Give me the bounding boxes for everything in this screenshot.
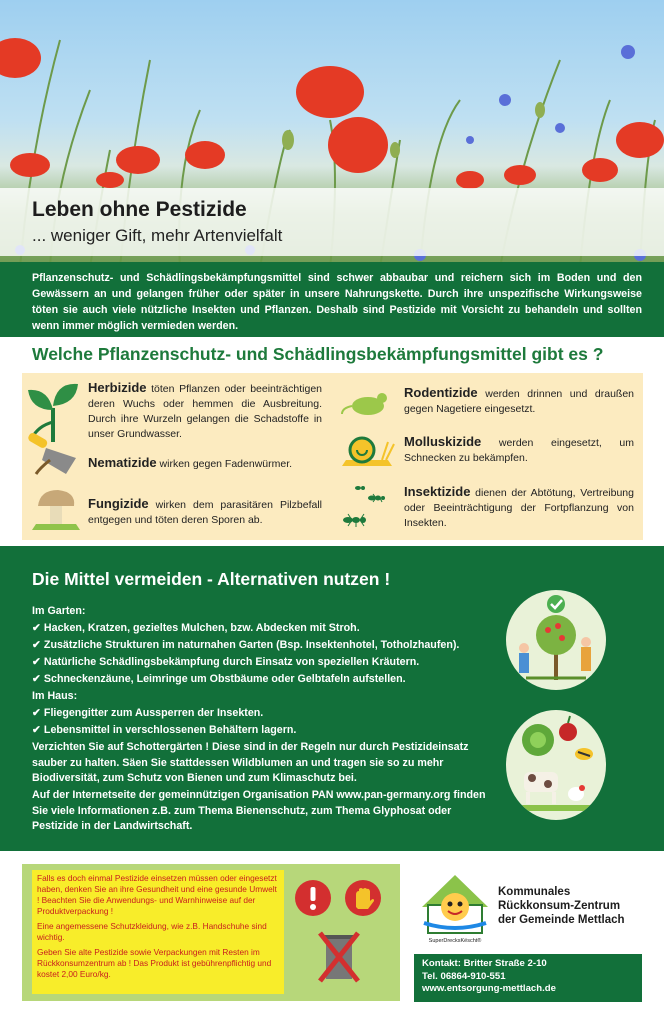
exclamation-icon [294, 879, 332, 917]
contact-box [414, 954, 642, 1002]
contact-website[interactable]: www.entsorgung-mettlach.de [422, 983, 556, 994]
crossed-bin-icon [318, 929, 360, 985]
page-title: Leben ohne Pestizide [32, 198, 247, 221]
garden-label: Im Garten: [32, 605, 86, 617]
contact-address: Kontakt: Britter Straße 2-10 [422, 958, 547, 969]
list-item: ✔ Fliegengitter zum Aussperren der Insekten. [32, 707, 264, 719]
gardeners-icon [506, 590, 606, 690]
type-molluskizide: Molluskizide werden eingesetzt, um Schnecken zu bekämpfen. [404, 434, 634, 464]
intro-section [0, 262, 664, 337]
warning-text-2: Eine angemessene Schutzkleidung, wie z.B. Handschuhe sind wichtig. [37, 921, 267, 942]
mouse-icon [340, 388, 396, 418]
house-label: Im Haus: [32, 690, 78, 702]
alternatives-list [32, 603, 487, 739]
alternatives-heading: Die Mittel vermeiden - Alternativen nutzen ! [32, 569, 391, 589]
type-fungizide: Fungizide wirken dem parasitären Pilzbefall entgegen und töten deren Sporen ab. [88, 496, 322, 526]
superdreckskescht-logo [418, 873, 492, 945]
svg-text:SuperDrecksKëscht®: SuperDrecksKëscht® [428, 938, 482, 944]
pan-paragraph: Auf der Internetseite der gemeinnützigen Organisation PAN www.pan-germany.org finden Sie viele Informationen z.B. zum Thema Bienenschutz, zum Thema Glyphosat oder Pestizide in der Landwirtschaft. [32, 789, 486, 832]
list-item: ✔ Lebensmittel in verschlossenen Behältern lagern. [32, 724, 297, 736]
mushroom-icon [32, 484, 80, 532]
list-item: ✔ Zusätzliche Strukturen im naturnahen Garten (Bsp. Insektenhotel, Totholzhaufen). [32, 639, 460, 651]
snail-icon [338, 432, 396, 470]
list-item: ✔ Schneckenzäune, Leimringe um Obstbäume oder Gelbtafeln aufstellen. [32, 673, 406, 685]
farm-produce-icon [506, 710, 606, 820]
types-heading: Welche Pflanzenschutz- und Schädlingsbekämpfungsmittel gibt es ? [32, 344, 604, 364]
warning-text-1: Falls es doch einmal Pestizide einsetzen müssen oder eingesetzt haben, denken Sie an ihre Gesundheit und eine gesunde Umwelt ! Beachten Sie die Anwendungs- und Warnhinweise auf der Produktverpackung ! [37, 873, 277, 916]
type-rodentizide: Rodentizide werden drinnen und draußen gegen Nagetiere eingesetzt. [404, 385, 634, 415]
glove-icon [344, 879, 382, 917]
type-insektizide: Insektizide dienen der Abtötung, Vertreibung oder Beeinträchtigung der Fortpflanzung von Insekten. [404, 484, 634, 529]
list-item: ✔ Hacken, Kratzen, gezieltes Mulchen, bzw. Abdecken mit Stroh. [32, 622, 360, 634]
warning-text-3: Geben Sie alte Pestizide sowie Verpackungen mit Resten im Rückkonsumzentrum ab ! Das Produkt ist gebührenpflichtig und kostet 2,00 Euro/kg. [37, 947, 272, 979]
trowel-icon [26, 430, 80, 476]
warning-box [32, 870, 284, 994]
type-nematizide: Nematizide wirken gegen Fadenwürmer. [88, 455, 293, 470]
ants-icon [336, 480, 396, 530]
organization-name: Kommunales Rückkonsum-Zentrum der Gemeinde Mettlach [498, 886, 625, 926]
page-subtitle: ... weniger Gift, mehr Artenvielfalt [32, 226, 283, 245]
type-herbizide: Herbizide töten Pflanzen oder beeinträchtigen deren Wuchs oder hemmen die Ausbreitung. Durch ihre Wurzeln gelangen die Schadstoffe in unser Grundwasser. [88, 380, 322, 440]
schottergarten-paragraph: Verzichten Sie auf Schottergärten ! Diese sind in der Regeln nur durch Pestizideinsatz sauber zu halten. Säen Sie stattdessen Wildblumen an und tragen sie so zu mehr Biodiversität, zum Schutz von Bienen und zum Klimaschutz bei. [32, 741, 469, 784]
contact-phone: Tel. 06864-910-551 [422, 970, 506, 982]
list-item: ✔ Natürliche Schädlingsbekämpfung durch Einsatz von speziellen Kräutern. [32, 656, 420, 668]
intro-text: Pflanzenschutz- und Schädlingsbekämpfungsmittel sind schwer abbaubar und reichern sich im Boden und den Gewässern an und gelangen früher oder später in unsere Nahrungskette. Durch ihre unspezifische Wirkungsweise töten sie auch viele nützliche Insekten und Pflanzen. Deshalb sind Pestizide mit Vorsicht zu behandeln und sollten wenn immer möglich vermieden werden. [32, 272, 642, 332]
